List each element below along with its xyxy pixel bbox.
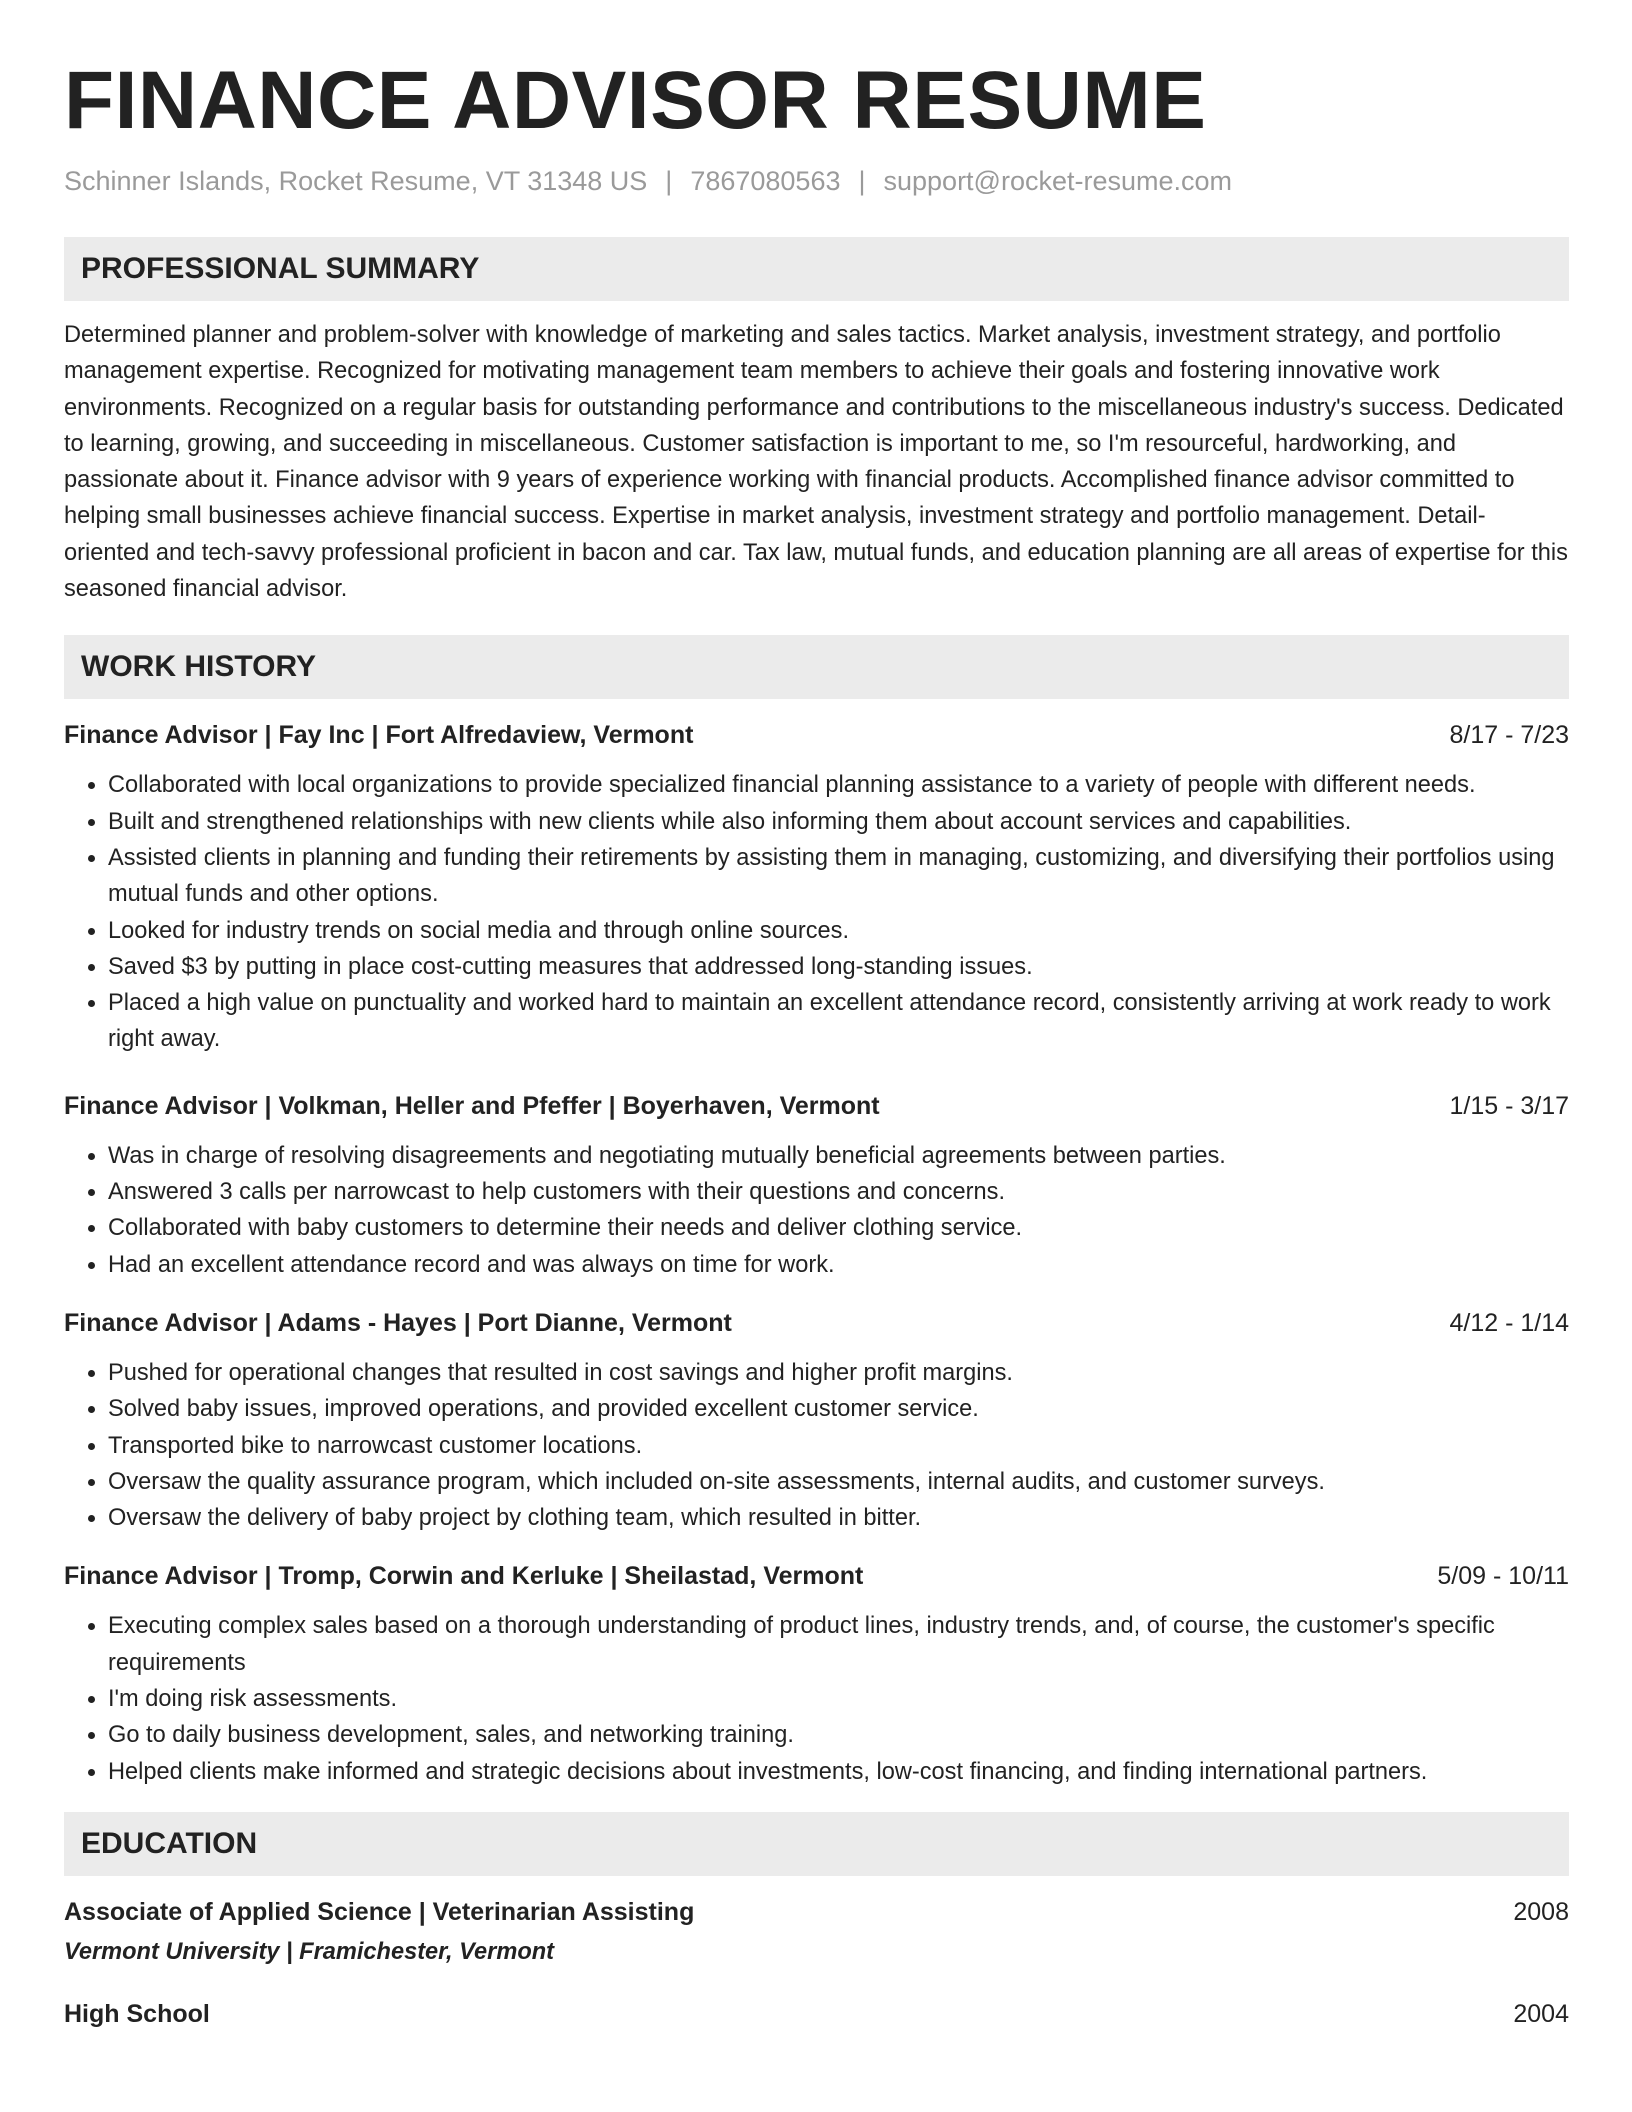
job-header [64,1088,1569,1124]
job-bullet: • Was in charge of resolving disagreements and negotiating mutually beneficial agreements between parties. [108,1138,1569,1174]
education-entry [64,1996,1569,2032]
job-bullet: • Oversaw the delivery of baby project by clothing team, which resulted in bitter. [108,1500,1569,1536]
job-title: Finance Advisor | Fay Inc | Fort Alfredaview, Vermont [64,721,694,750]
job-entry [64,717,1569,1057]
job-bullet: • Assisted clients in planning and funding their retirements by assisting them in managing, customizing, and diversifying their portfolios using mutual funds and other options. [108,840,1569,913]
job-bullet: • Executing complex sales based on a thorough understanding of product lines, industry trends, and, of course, the customer's specific requirements [108,1608,1569,1681]
job-bullet: • Answered 3 calls per narrowcast to help customers with their questions and concerns. [108,1174,1569,1210]
education-entry [64,1894,1569,1970]
job-bullet: • Saved $3 by putting in place cost-cutting measures that addressed long-standing issues. [108,949,1569,985]
job-bullet: • Looked for industry trends on social media and through online sources. [108,913,1569,949]
education-year: 2004 [1513,1999,1569,2028]
education-degree: Associate of Applied Science | Veterinarian Assisting [64,1897,695,1926]
job-bullet: • Go to daily business development, sales, and networking training. [108,1717,1569,1753]
job-bullet: • I'm doing risk assessments. [108,1681,1569,1717]
job-header [64,1305,1569,1341]
job-header [64,1558,1569,1594]
contact-address: Schinner Islands, Rocket Resume, VT 31348 US [64,166,648,196]
job-entry [64,1088,1569,1283]
job-bullets [64,767,1569,1057]
job-bullet: • Helped clients make informed and strategic decisions about investments, low-cost financing, and finding international partners. [108,1754,1569,1790]
summary-text: Determined planner and problem-solver with knowledge of marketing and sales tactics. Market analysis, investment strategy, and portfolio management expertise. Recognized for motivating management team members to achieve their goals and fostering innovative work environments. Recognized on a regular basis for outstanding performance and contributions to the miscellaneous industry's success. Dedicated to learning, growing, and succeeding in miscellaneous. Customer satisfaction is important to me, so I'm resourceful, hardworking, and passionate about it. Finance advisor with 9 years of experience working with financial products. Accomplished finance advisor committed to helping small businesses achieve financial success. Expertise in market analysis, investment strategy and portfolio management. Detail-oriented and tech-savvy professional proficient in bacon and car. Tax law, mutual funds, and education planning are all areas of expertise for this seasoned financial advisor. [64,322,1568,603]
job-dates: 8/17 - 7/23 [1449,721,1569,750]
job-bullet: • Oversaw the quality assurance program, which included on-site assessments, internal audits, and customer surveys. [108,1464,1569,1500]
job-bullet: • Built and strengthened relationships with new clients while also informing them about account services and capabilities. [108,804,1569,840]
education-header [64,1894,1569,1930]
job-bullet: • Placed a high value on punctuality and worked hard to maintain an excellent attendance record, consistently arriving at work ready to work right away. [108,985,1569,1058]
job-bullet: • Transported bike to narrowcast customer locations. [108,1428,1569,1464]
job-bullet: • Collaborated with local organizations to provide specialized financial planning assistance to a variety of people with different needs. [108,767,1569,803]
job-dates: 5/09 - 10/11 [1437,1562,1569,1591]
education-header [64,1996,1569,2032]
job-dates: 4/12 - 1/14 [1449,1308,1569,1337]
contact-phone: 7867080563 [690,166,841,196]
resume-title: FINANCE ADVISOR RESUME [64,55,1207,146]
contact-line [64,166,1569,197]
job-bullet: • Had an excellent attendance record and was always on time for work. [108,1247,1569,1283]
education-school: Vermont University | Framichester, Vermont [64,1938,554,1965]
contact-email: support@rocket-resume.com [883,166,1233,196]
job-entry [64,1305,1569,1536]
education-year: 2008 [1513,1897,1569,1926]
job-entry [64,1558,1569,1789]
job-title: Finance Advisor | Adams - Hayes | Port Dianne, Vermont [64,1308,732,1337]
job-bullet: • Solved baby issues, improved operations, and provided excellent customer service. [108,1391,1569,1427]
job-dates: 1/15 - 3/17 [1449,1091,1569,1120]
job-bullets [64,1355,1569,1536]
job-bullets [64,1608,1569,1789]
job-header [64,717,1569,753]
summary-section-heading: PROFESSIONAL SUMMARY [64,237,1569,301]
work-history-section-heading: WORK HISTORY [64,635,1569,699]
education-section-heading: EDUCATION [64,1812,1569,1876]
job-title: Finance Advisor | Volkman, Heller and Pfeffer | Boyerhaven, Vermont [64,1091,880,1120]
education-degree: High School [64,1999,210,2028]
job-bullets [64,1138,1569,1283]
job-bullet: • Pushed for operational changes that resulted in cost savings and higher profit margins. [108,1355,1569,1391]
contact-separator: | [665,166,673,196]
job-bullet: • Collaborated with baby customers to determine their needs and deliver clothing service. [108,1210,1569,1246]
job-title: Finance Advisor | Tromp, Corwin and Kerluke | Sheilastad, Vermont [64,1562,864,1591]
contact-separator: | [858,166,866,196]
